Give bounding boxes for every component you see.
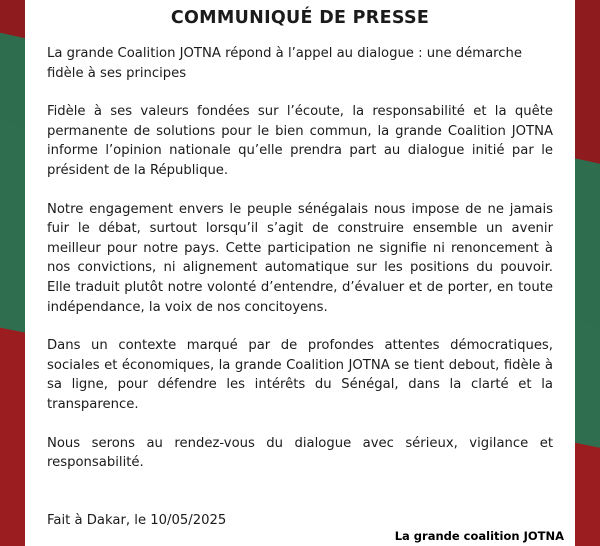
- document-title: COMMUNIQUÉ DE PRESSE: [170, 8, 430, 28]
- body-paragraph-3: Dans un contexte marqué par de profondes attentes démocratiques, sociales et économiques, la grande Coalition JOTNA se tient debout, fidèle à sa ligne, pour défendre les intérêts du Sénégal, dans la clarté et la transparence.: [47, 338, 553, 412]
- subject-paragraph: La grande Coalition JOTNA répond à l’appel au dialogue : une démarche fidèle à ses principes: [47, 46, 523, 81]
- body-paragraph-2: Notre engagement envers le peuple sénégalais nous impose de ne jamais fuir le débat, surtout lorsqu’il s’agit de construire ensemble un avenir meilleur pour notre pays. Cette participation ne signifie ni renoncement à nos convictions, ni alignement automatique sur les positions du pouvoir. Elle traduit plutôt notre volonté d’entendre, d’évaluer et de porter, en toute indépendance, la voix de nos concitoyens.: [47, 201, 553, 315]
- place-and-date: Fait à Dakar, le 10/05/2025: [47, 512, 227, 528]
- body-paragraph-1: Fidèle à ses valeurs fondées sur l’écoute, la responsabilité et la quête permanente de solutions pour le bien commun, la grande Coalition JOTNA informe l’opinion nationale qu’elle prendra part au dialogue initié par le président de la République.: [47, 104, 553, 178]
- press-release-sheet: [25, 0, 575, 546]
- body-paragraph-4: Nous serons au rendez-vous du dialogue avec sérieux, vigilance et responsabilité.: [47, 435, 553, 471]
- signature: La grande coalition JOTNA: [394, 529, 564, 543]
